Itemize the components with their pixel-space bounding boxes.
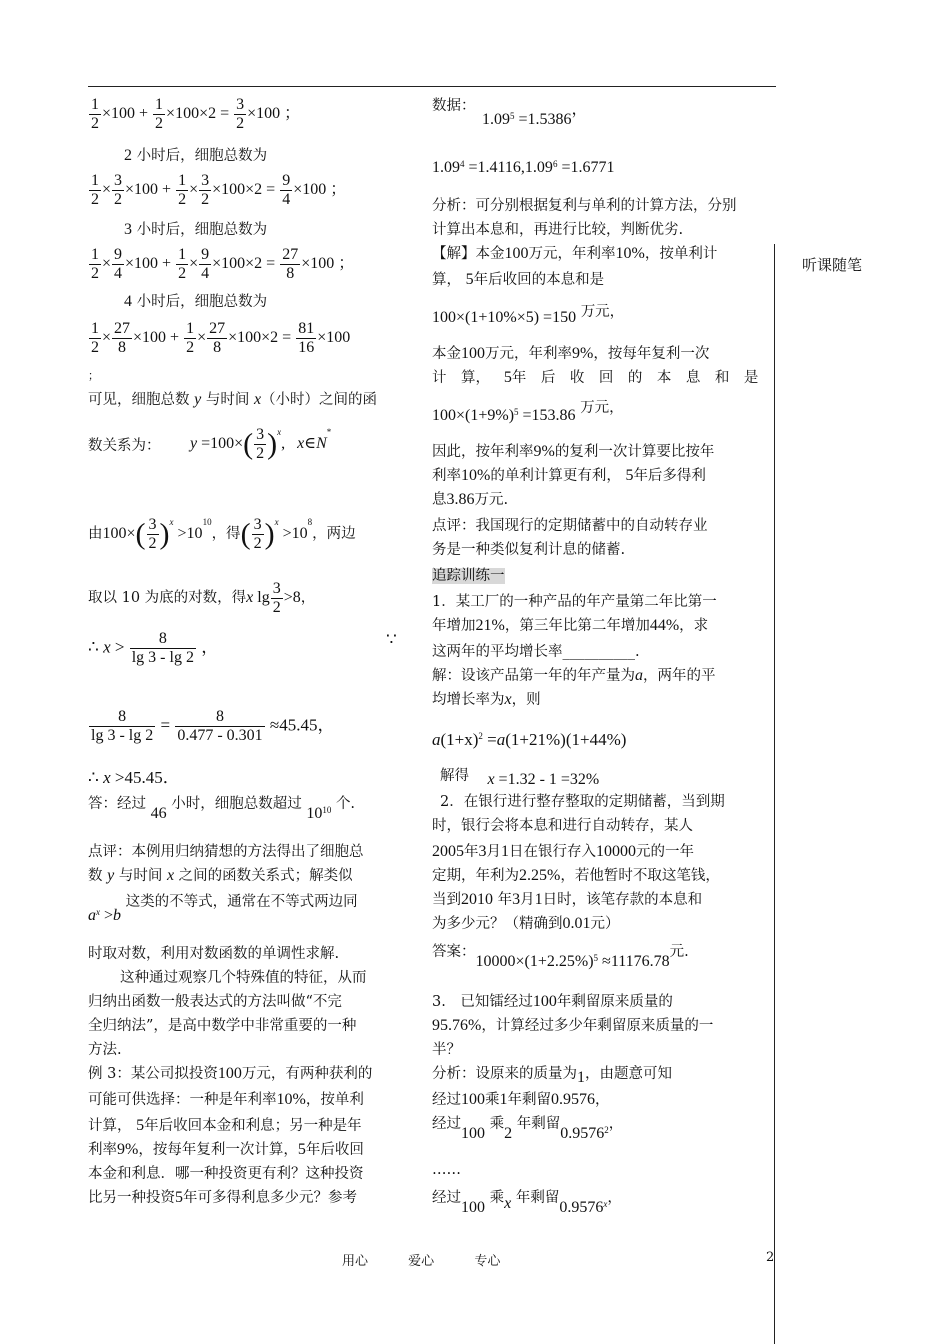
- formula-hour1: $\frac{1}{2}$ ×100 + $\frac{1}{2}$ ×100×2 = $\frac{3}{2}$ ×100 ；: [91, 96, 301, 132]
- text-data-label: 数据：: [432, 98, 476, 114]
- text-q3-2: 95.76%，计算经过多少年剩留原来质量的一: [432, 1017, 714, 1034]
- text-analysis-1: 分析：可分别根据复利与单利的计算方法，分别: [432, 198, 737, 214]
- text-compound-1: 本金100万元，年利率9%，按每年复利一次: [432, 345, 710, 362]
- text-answer: 答：经过 46 小时，细胞总数超过 $10^{10}$ 个.: [88, 796, 356, 822]
- text-q2-6: 为多少元？（精确到0.01元）: [432, 915, 620, 932]
- text-example3-2: 可能可供选择：一种是年利率10%，按单利: [88, 1091, 364, 1108]
- text-q1-3: 这两年的平均增长率__________.: [432, 644, 640, 660]
- text-inequality: 由100×( $\frac{3}{2}$ )$^x >10^{10}$，得( $\frac{3}{2}$ )$^x >10^8$，两边: [88, 516, 356, 552]
- formula-result: ∴ x >45.45．: [88, 768, 180, 787]
- text-solution-1: 【解】本金100万元，年利率10%，按单利计: [432, 245, 718, 262]
- text-example3-5: 本金和利息．哪一种投资更有利？这种投资: [88, 1166, 364, 1182]
- text-para-3: 全归纳法”，是高中数学中非常重要的一种: [88, 1018, 357, 1034]
- text-hour2: 2 小时后，细胞总数为: [124, 147, 268, 164]
- semicolon: ；: [88, 369, 99, 382]
- text-therefore-2: 利率10%的单利计算更有利， 5年后多得利: [432, 467, 706, 484]
- page-number: 2: [766, 1250, 775, 1265]
- formula-simple-interest: 100×(1+10%×5) =150 万元，: [432, 304, 625, 326]
- text-q1-sol-2: 均增长率为x，则: [432, 691, 541, 708]
- formula-data-2: $1.09^4 =1.4116,1.09^6 =1.6771$: [432, 159, 615, 176]
- text-q2-4: 定期，年利为2.25%，若他暂时不取这笔钱，: [432, 867, 720, 884]
- text-para-2: 归纳出函数一般表达式的方法叫做“不完: [88, 994, 342, 1010]
- text-para-4: 方法.: [88, 1042, 122, 1058]
- footer-word-2: 爱心: [408, 1254, 435, 1269]
- formula-hour4: $\frac{1}{2}$ × $\frac{27}{8}$ ×100 + $\frac{1}{2}$ × $\frac{27}{8}$ ×100×2 = $\frac{81}{16}$ ×100: [91, 320, 351, 356]
- text-q3-analysis: 分析：设原来的质量为1，由题意可知: [432, 1066, 672, 1086]
- footer: [342, 1250, 536, 1269]
- text-q2-1: 2．在银行进行整存整取的定期储蓄，当到期: [440, 794, 725, 810]
- text-example3-6: 比另一种投资5年可多得利息多少元？参考: [88, 1189, 357, 1206]
- text-q2-2: 时，银行会将本息和进行自动转存，某人: [432, 818, 693, 834]
- text-comment-1: 点评：本例用归纳猜想的方法得出了细胞总: [88, 844, 364, 860]
- text-q2-3: 2005年3月1日在银行存入10000元的一年: [432, 843, 694, 860]
- text-q3-step1: 经过100乘1年剩留0.9576，: [432, 1091, 610, 1108]
- text-q2-5: 当到2010 年3月1日时，该笔存款的本息和: [432, 891, 703, 908]
- text-q1-sol-1: 解：设该产品第一年的年产量为a，两年的平: [432, 667, 716, 684]
- footer-word-1: 用心: [342, 1254, 369, 1269]
- text-log: 取以 10 为底的对数，得x lg $\frac{3}{2}$ >8，: [88, 580, 316, 616]
- because-symbol: ∵: [386, 630, 397, 650]
- side-note: 听课随笔: [802, 256, 863, 274]
- formula-q1: $a(1+x)^2 =a(1+21\%)(1+44\%)$: [432, 730, 627, 749]
- formula-evaluation: $\frac{8}{\lg 3 - \lg 2}$ = $\frac{8}{0.477 - 0.301}$ ≈45.45，: [91, 708, 335, 744]
- text-q1-2: 年增加21%，第三年比第二年增加44%，求: [432, 617, 709, 634]
- text-comment-r2: 务是一种类似复利计息的储蓄.: [432, 542, 626, 558]
- formula-x-bound: ∴ x > $\frac{8}{\lg 3 - \lg 2}$ ，: [88, 630, 219, 666]
- text-q3-3: 半？: [432, 1042, 461, 1058]
- text-q3-step2: 经过100 乘2 年剩留0.9576$^2$，: [432, 1116, 624, 1142]
- text-q2-answer: 答案：$10000\times(1+2.25\%)^5 \approx 11176.78$元.: [432, 944, 689, 970]
- text-example3-1: 例 3：某公司拟投资100万元，有两种获利的: [88, 1065, 373, 1082]
- text-q3-1: 3. 已知镭经过100年剩留原来质量的: [432, 993, 673, 1010]
- text-q3-ellipsis: ……: [432, 1162, 461, 1178]
- footer-word-3: 专心: [474, 1254, 501, 1269]
- text-comment-3: $a^x >b$ 这类的不等式，通常在不等式两边同: [88, 894, 358, 924]
- margin-rule: [774, 244, 775, 1344]
- text-q1-answer: 解得 x =1.32 - 1 =32%: [440, 768, 600, 788]
- formula-compound: $100\times(1+9\%)^5 =153.86$ 万元，: [432, 400, 624, 424]
- text-example3-4: 利率9%，按每年复利一次计算，5年后收回: [88, 1141, 364, 1158]
- formula-hour3: $\frac{1}{2}$ × $\frac{9}{4}$ ×100 + $\frac{1}{2}$ × $\frac{9}{4}$ ×100×2 = $\frac{27}{8}$ ×100 ；: [91, 246, 355, 282]
- text-conclusion: 可见，细胞总数 y 与时间 x（小时）之间的函: [88, 391, 378, 408]
- formula-function: y =100×( $\frac{3}{2}$ )$^x$, x∈N*: [190, 426, 332, 462]
- text-para-1: 这种通过观察几个特殊值的特征，从而: [120, 970, 367, 986]
- text-therefore-3: 息3.86万元.: [432, 491, 509, 508]
- text-example3-3: 计算， 5年后收回本金和利息；另一种是年: [88, 1117, 362, 1134]
- header-rule: [88, 86, 776, 87]
- text-comment-4: 时取对数，利用对数函数的单调性求解.: [88, 946, 340, 962]
- text-solution-2: 算， 5年后收回的本息和是: [432, 271, 605, 288]
- text-analysis-2: 计算出本息和，再进行比较，判断优劣.: [432, 222, 684, 238]
- formula-data-1: 1.09$^5$ =1.5386，: [482, 101, 588, 128]
- text-q1-1: 1．某工厂的一种产品的年产量第二年比第一: [432, 594, 717, 610]
- section-heading-practice: 追踪训练一: [432, 568, 505, 584]
- text-hour3: 3 小时后，细胞总数为: [124, 221, 268, 238]
- text-comment-r1: 点评：我国现行的定期储蓄中的自动转存业: [432, 518, 708, 534]
- text-function-label: 数关系为：: [88, 438, 161, 454]
- text-hour4: 4 小时后，细胞总数为: [124, 293, 268, 310]
- text-comment-2: 数 y 与时间 x 之间的函数关系式；解类似: [88, 867, 353, 884]
- text-therefore-1: 因此，按年利率9%的复利一次计算要比按年: [432, 443, 715, 460]
- formula-hour2: $\frac{1}{2}$ × $\frac{3}{2}$ ×100 + $\frac{1}{2}$ × $\frac{3}{2}$ ×100×2 = $\frac{9}{4}$ ×100 ；: [91, 172, 347, 208]
- text-compound-2: 计 算， 5年 后 收 回 的 本 息 和 是: [432, 369, 759, 386]
- text-q3-stepx: 经过100 乘x 年剩留0.9576$^x$，: [432, 1190, 622, 1216]
